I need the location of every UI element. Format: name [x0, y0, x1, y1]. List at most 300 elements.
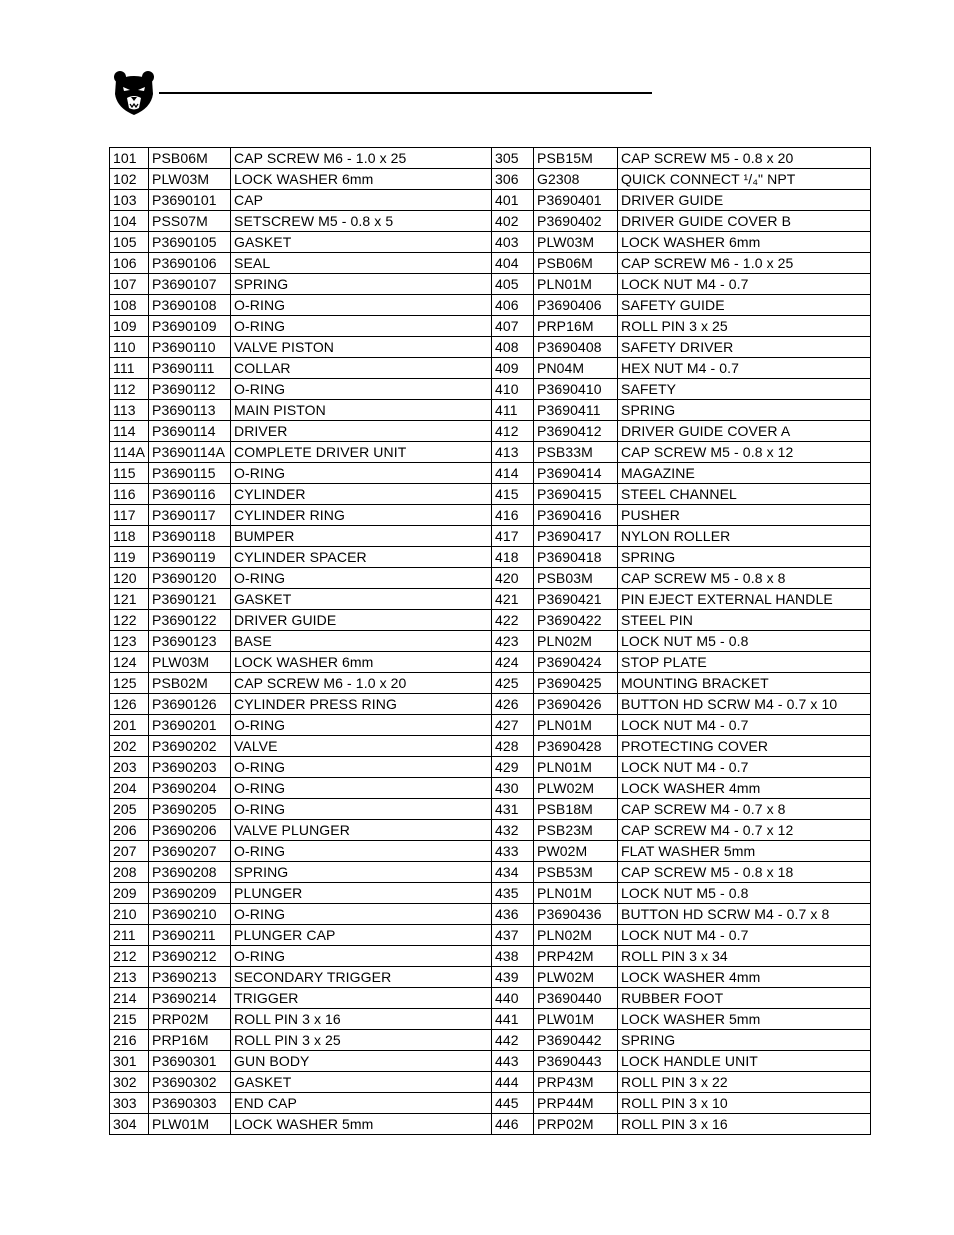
parts-list-body: [110, 148, 871, 1135]
left-description-cell: O-RING: [231, 841, 492, 862]
left-description-cell: BASE: [231, 631, 492, 652]
right-ref-cell: 427: [492, 715, 534, 736]
left-ref-cell: 203: [110, 757, 149, 778]
left-part-number-cell: P3690114A: [149, 442, 231, 463]
right-part-number-cell: P3690440: [534, 988, 618, 1009]
right-part-number-cell: P3690411: [534, 400, 618, 421]
left-part-number-cell: P3690201: [149, 715, 231, 736]
right-ref-cell: 438: [492, 946, 534, 967]
left-ref-cell: 125: [110, 673, 149, 694]
right-ref-cell: 437: [492, 925, 534, 946]
left-part-number-cell: P3690108: [149, 295, 231, 316]
left-description-cell: VALVE PLUNGER: [231, 820, 492, 841]
table-row: [110, 820, 871, 841]
left-ref-cell: 211: [110, 925, 149, 946]
table-row: [110, 1072, 871, 1093]
right-ref-cell: 412: [492, 421, 534, 442]
right-description-cell: SAFETY GUIDE: [618, 295, 871, 316]
left-part-number-cell: PRP02M: [149, 1009, 231, 1030]
table-row: [110, 1093, 871, 1114]
right-part-number-cell: P3690401: [534, 190, 618, 211]
right-ref-cell: 424: [492, 652, 534, 673]
table-row: [110, 295, 871, 316]
table-row: [110, 442, 871, 463]
right-ref-cell: 411: [492, 400, 534, 421]
right-part-number-cell: P3690426: [534, 694, 618, 715]
left-ref-cell: 106: [110, 253, 149, 274]
right-part-number-cell: PLW03M: [534, 232, 618, 253]
left-part-number-cell: P3690212: [149, 946, 231, 967]
left-description-cell: O-RING: [231, 295, 492, 316]
left-part-number-cell: P3690112: [149, 379, 231, 400]
left-description-cell: O-RING: [231, 778, 492, 799]
right-part-number-cell: PLN01M: [534, 715, 618, 736]
left-part-number-cell: P3690105: [149, 232, 231, 253]
right-part-number-cell: P3690428: [534, 736, 618, 757]
right-ref-cell: 405: [492, 274, 534, 295]
table-row: [110, 526, 871, 547]
right-ref-cell: 306: [492, 169, 534, 190]
table-row: [110, 1114, 871, 1135]
right-part-number-cell: PLN02M: [534, 925, 618, 946]
table-row: [110, 253, 871, 274]
left-part-number-cell: P3690111: [149, 358, 231, 379]
table-row: [110, 190, 871, 211]
left-ref-cell: 113: [110, 400, 149, 421]
right-part-number-cell: PRP16M: [534, 316, 618, 337]
left-part-number-cell: P3690120: [149, 568, 231, 589]
right-part-number-cell: PSB06M: [534, 253, 618, 274]
table-row: [110, 799, 871, 820]
right-description-cell: LOCK WASHER 4mm: [618, 778, 871, 799]
right-part-number-cell: P3690443: [534, 1051, 618, 1072]
right-description-cell: ROLL PIN 3 x 22: [618, 1072, 871, 1093]
right-ref-cell: 421: [492, 589, 534, 610]
right-description-cell: LOCK WASHER 5mm: [618, 1009, 871, 1030]
right-part-number-cell: P3690406: [534, 295, 618, 316]
table-row: [110, 274, 871, 295]
table-row: [110, 379, 871, 400]
table-row: [110, 988, 871, 1009]
left-ref-cell: 206: [110, 820, 149, 841]
left-description-cell: O-RING: [231, 757, 492, 778]
right-description-cell: ROLL PIN 3 x 34: [618, 946, 871, 967]
left-ref-cell: 108: [110, 295, 149, 316]
left-description-cell: SETSCREW M5 - 0.8 x 5: [231, 211, 492, 232]
left-description-cell: DRIVER GUIDE: [231, 610, 492, 631]
left-ref-cell: 216: [110, 1030, 149, 1051]
left-ref-cell: 124: [110, 652, 149, 673]
left-ref-cell: 109: [110, 316, 149, 337]
table-row: [110, 400, 871, 421]
left-part-number-cell: P3690203: [149, 757, 231, 778]
left-description-cell: SPRING: [231, 862, 492, 883]
left-description-cell: LOCK WASHER 5mm: [231, 1114, 492, 1135]
right-ref-cell: 416: [492, 505, 534, 526]
left-description-cell: GASKET: [231, 1072, 492, 1093]
left-part-number-cell: P3690303: [149, 1093, 231, 1114]
right-part-number-cell: PSB18M: [534, 799, 618, 820]
left-part-number-cell: P3690119: [149, 547, 231, 568]
left-part-number-cell: PLW03M: [149, 169, 231, 190]
parts-list-table: [109, 147, 871, 1135]
left-ref-cell: 115: [110, 463, 149, 484]
left-ref-cell: 120: [110, 568, 149, 589]
left-ref-cell: 210: [110, 904, 149, 925]
table-row: [110, 1051, 871, 1072]
left-description-cell: SECONDARY TRIGGER: [231, 967, 492, 988]
right-part-number-cell: P3690421: [534, 589, 618, 610]
left-part-number-cell: P3690213: [149, 967, 231, 988]
left-part-number-cell: P3690302: [149, 1072, 231, 1093]
right-description-cell: RUBBER FOOT: [618, 988, 871, 1009]
table-row: [110, 967, 871, 988]
right-description-cell: BUTTON HD SCRW M4 - 0.7 x 8: [618, 904, 871, 925]
left-part-number-cell: P3690208: [149, 862, 231, 883]
left-description-cell: CYLINDER SPACER: [231, 547, 492, 568]
table-row: [110, 736, 871, 757]
right-description-cell: CAP SCREW M4 - 0.7 x 12: [618, 820, 871, 841]
left-part-number-cell: P3690114: [149, 421, 231, 442]
left-part-number-cell: P3690202: [149, 736, 231, 757]
table-row: [110, 652, 871, 673]
right-description-cell: DRIVER GUIDE COVER B: [618, 211, 871, 232]
right-part-number-cell: PW02M: [534, 841, 618, 862]
left-description-cell: DRIVER: [231, 421, 492, 442]
right-part-number-cell: P3690414: [534, 463, 618, 484]
right-ref-cell: 444: [492, 1072, 534, 1093]
table-row: [110, 232, 871, 253]
left-description-cell: LOCK WASHER 6mm: [231, 169, 492, 190]
right-description-cell: QUICK CONNECT ¹/₄" NPT: [618, 169, 871, 190]
left-part-number-cell: P3690204: [149, 778, 231, 799]
left-ref-cell: 118: [110, 526, 149, 547]
right-ref-cell: 430: [492, 778, 534, 799]
right-ref-cell: 441: [492, 1009, 534, 1030]
left-description-cell: GASKET: [231, 232, 492, 253]
left-ref-cell: 301: [110, 1051, 149, 1072]
page-header: [113, 70, 653, 120]
right-part-number-cell: P3690416: [534, 505, 618, 526]
right-description-cell: HEX NUT M4 - 0.7: [618, 358, 871, 379]
left-part-number-cell: PLW03M: [149, 652, 231, 673]
left-description-cell: ROLL PIN 3 x 25: [231, 1030, 492, 1051]
table-row: [110, 757, 871, 778]
right-description-cell: CAP SCREW M5 - 0.8 x 8: [618, 568, 871, 589]
right-description-cell: CAP SCREW M5 - 0.8 x 12: [618, 442, 871, 463]
left-ref-cell: 102: [110, 169, 149, 190]
right-description-cell: LOCK WASHER 6mm: [618, 232, 871, 253]
right-part-number-cell: P3690408: [534, 337, 618, 358]
left-ref-cell: 111: [110, 358, 149, 379]
left-ref-cell: 123: [110, 631, 149, 652]
right-ref-cell: 410: [492, 379, 534, 400]
left-description-cell: CYLINDER PRESS RING: [231, 694, 492, 715]
right-part-number-cell: P3690436: [534, 904, 618, 925]
right-ref-cell: 413: [492, 442, 534, 463]
table-row: [110, 862, 871, 883]
right-ref-cell: 404: [492, 253, 534, 274]
left-description-cell: O-RING: [231, 904, 492, 925]
right-part-number-cell: PLN01M: [534, 757, 618, 778]
right-part-number-cell: P3690422: [534, 610, 618, 631]
left-ref-cell: 101: [110, 148, 149, 169]
left-ref-cell: 126: [110, 694, 149, 715]
right-description-cell: LOCK NUT M5 - 0.8: [618, 631, 871, 652]
table-row: [110, 148, 871, 169]
left-description-cell: PLUNGER: [231, 883, 492, 904]
right-part-number-cell: PRP02M: [534, 1114, 618, 1135]
right-ref-cell: 409: [492, 358, 534, 379]
left-ref-cell: 116: [110, 484, 149, 505]
left-description-cell: BUMPER: [231, 526, 492, 547]
right-part-number-cell: G2308: [534, 169, 618, 190]
left-part-number-cell: PSB02M: [149, 673, 231, 694]
left-part-number-cell: P3690106: [149, 253, 231, 274]
right-ref-cell: 425: [492, 673, 534, 694]
left-part-number-cell: PRP16M: [149, 1030, 231, 1051]
right-ref-cell: 415: [492, 484, 534, 505]
left-part-number-cell: P3690211: [149, 925, 231, 946]
table-row: [110, 883, 871, 904]
right-description-cell: MAGAZINE: [618, 463, 871, 484]
right-ref-cell: 401: [492, 190, 534, 211]
table-row: [110, 1030, 871, 1051]
left-part-number-cell: P3690207: [149, 841, 231, 862]
table-row: [110, 421, 871, 442]
right-description-cell: DRIVER GUIDE COVER A: [618, 421, 871, 442]
table-row: [110, 925, 871, 946]
left-part-number-cell: P3690205: [149, 799, 231, 820]
left-description-cell: LOCK WASHER 6mm: [231, 652, 492, 673]
right-ref-cell: 446: [492, 1114, 534, 1135]
right-ref-cell: 407: [492, 316, 534, 337]
table-row: [110, 778, 871, 799]
left-description-cell: O-RING: [231, 946, 492, 967]
right-ref-cell: 443: [492, 1051, 534, 1072]
right-part-number-cell: PLW01M: [534, 1009, 618, 1030]
table-row: [110, 946, 871, 967]
right-part-number-cell: PRP42M: [534, 946, 618, 967]
table-row: [110, 715, 871, 736]
left-ref-cell: 121: [110, 589, 149, 610]
left-ref-cell: 119: [110, 547, 149, 568]
table-row: [110, 211, 871, 232]
left-description-cell: O-RING: [231, 463, 492, 484]
right-part-number-cell: P3690415: [534, 484, 618, 505]
right-description-cell: PIN EJECT EXTERNAL HANDLE: [618, 589, 871, 610]
left-description-cell: VALVE PISTON: [231, 337, 492, 358]
right-description-cell: STOP PLATE: [618, 652, 871, 673]
left-part-number-cell: P3690116: [149, 484, 231, 505]
left-description-cell: O-RING: [231, 568, 492, 589]
left-description-cell: GUN BODY: [231, 1051, 492, 1072]
right-ref-cell: 439: [492, 967, 534, 988]
right-description-cell: SAFETY DRIVER: [618, 337, 871, 358]
left-description-cell: MAIN PISTON: [231, 400, 492, 421]
left-description-cell: O-RING: [231, 715, 492, 736]
left-part-number-cell: P3690121: [149, 589, 231, 610]
left-description-cell: CYLINDER RING: [231, 505, 492, 526]
right-description-cell: CAP SCREW M6 - 1.0 x 25: [618, 253, 871, 274]
right-ref-cell: 435: [492, 883, 534, 904]
left-description-cell: COMPLETE DRIVER UNIT: [231, 442, 492, 463]
right-part-number-cell: PLN01M: [534, 274, 618, 295]
right-description-cell: PUSHER: [618, 505, 871, 526]
table-row: [110, 694, 871, 715]
left-ref-cell: 205: [110, 799, 149, 820]
left-ref-cell: 114A: [110, 442, 149, 463]
left-part-number-cell: P3690301: [149, 1051, 231, 1072]
right-part-number-cell: PSB53M: [534, 862, 618, 883]
left-ref-cell: 215: [110, 1009, 149, 1030]
right-part-number-cell: P3690417: [534, 526, 618, 547]
table-row: [110, 589, 871, 610]
table-row: [110, 316, 871, 337]
table-row: [110, 568, 871, 589]
left-part-number-cell: P3690206: [149, 820, 231, 841]
bear-logo-icon: [113, 70, 155, 116]
left-description-cell: O-RING: [231, 799, 492, 820]
left-description-cell: PLUNGER CAP: [231, 925, 492, 946]
right-ref-cell: 408: [492, 337, 534, 358]
left-ref-cell: 201: [110, 715, 149, 736]
right-ref-cell: 432: [492, 820, 534, 841]
left-description-cell: O-RING: [231, 379, 492, 400]
right-ref-cell: 417: [492, 526, 534, 547]
left-description-cell: VALVE: [231, 736, 492, 757]
right-description-cell: LOCK HANDLE UNIT: [618, 1051, 871, 1072]
right-description-cell: LOCK NUT M4 - 0.7: [618, 274, 871, 295]
left-part-number-cell: P3690110: [149, 337, 231, 358]
right-part-number-cell: PLN02M: [534, 631, 618, 652]
right-ref-cell: 428: [492, 736, 534, 757]
table-row: [110, 673, 871, 694]
left-part-number-cell: P3690126: [149, 694, 231, 715]
right-description-cell: SAFETY: [618, 379, 871, 400]
left-ref-cell: 212: [110, 946, 149, 967]
left-ref-cell: 105: [110, 232, 149, 253]
left-part-number-cell: P3690113: [149, 400, 231, 421]
right-description-cell: STEEL CHANNEL: [618, 484, 871, 505]
left-part-number-cell: P3690107: [149, 274, 231, 295]
left-part-number-cell: P3690123: [149, 631, 231, 652]
left-ref-cell: 122: [110, 610, 149, 631]
table-row: [110, 1009, 871, 1030]
left-ref-cell: 304: [110, 1114, 149, 1135]
right-part-number-cell: P3690424: [534, 652, 618, 673]
right-ref-cell: 434: [492, 862, 534, 883]
right-ref-cell: 414: [492, 463, 534, 484]
left-ref-cell: 207: [110, 841, 149, 862]
left-ref-cell: 103: [110, 190, 149, 211]
table-row: [110, 904, 871, 925]
right-description-cell: CAP SCREW M5 - 0.8 x 20: [618, 148, 871, 169]
table-row: [110, 484, 871, 505]
right-part-number-cell: P3690418: [534, 547, 618, 568]
right-ref-cell: 402: [492, 211, 534, 232]
right-part-number-cell: PLW02M: [534, 778, 618, 799]
right-description-cell: STEEL PIN: [618, 610, 871, 631]
right-description-cell: SPRING: [618, 547, 871, 568]
right-part-number-cell: PLW02M: [534, 967, 618, 988]
right-ref-cell: 433: [492, 841, 534, 862]
left-ref-cell: 302: [110, 1072, 149, 1093]
left-part-number-cell: P3690210: [149, 904, 231, 925]
right-description-cell: ROLL PIN 3 x 16: [618, 1114, 871, 1135]
left-ref-cell: 112: [110, 379, 149, 400]
right-part-number-cell: PSB15M: [534, 148, 618, 169]
left-part-number-cell: P3690214: [149, 988, 231, 1009]
right-part-number-cell: P3690410: [534, 379, 618, 400]
left-description-cell: SEAL: [231, 253, 492, 274]
left-ref-cell: 209: [110, 883, 149, 904]
left-description-cell: CAP: [231, 190, 492, 211]
right-part-number-cell: PSB03M: [534, 568, 618, 589]
right-description-cell: CAP SCREW M5 - 0.8 x 18: [618, 862, 871, 883]
right-description-cell: LOCK NUT M4 - 0.7: [618, 757, 871, 778]
left-ref-cell: 213: [110, 967, 149, 988]
left-description-cell: TRIGGER: [231, 988, 492, 1009]
right-ref-cell: 431: [492, 799, 534, 820]
left-part-number-cell: P3690118: [149, 526, 231, 547]
right-description-cell: SPRING: [618, 400, 871, 421]
right-description-cell: ROLL PIN 3 x 10: [618, 1093, 871, 1114]
table-row: [110, 337, 871, 358]
left-description-cell: GASKET: [231, 589, 492, 610]
left-ref-cell: 107: [110, 274, 149, 295]
right-part-number-cell: PRP43M: [534, 1072, 618, 1093]
left-part-number-cell: P3690209: [149, 883, 231, 904]
left-part-number-cell: P3690122: [149, 610, 231, 631]
right-ref-cell: 442: [492, 1030, 534, 1051]
right-description-cell: SPRING: [618, 1030, 871, 1051]
right-part-number-cell: PSB33M: [534, 442, 618, 463]
table-row: [110, 505, 871, 526]
right-description-cell: CAP SCREW M4 - 0.7 x 8: [618, 799, 871, 820]
left-description-cell: SPRING: [231, 274, 492, 295]
left-description-cell: ROLL PIN 3 x 16: [231, 1009, 492, 1030]
right-description-cell: LOCK NUT M5 - 0.8: [618, 883, 871, 904]
left-ref-cell: 104: [110, 211, 149, 232]
table-row: [110, 610, 871, 631]
left-part-number-cell: PLW01M: [149, 1114, 231, 1135]
table-row: [110, 631, 871, 652]
left-ref-cell: 208: [110, 862, 149, 883]
right-part-number-cell: P3690442: [534, 1030, 618, 1051]
right-ref-cell: 418: [492, 547, 534, 568]
left-part-number-cell: PSS07M: [149, 211, 231, 232]
left-part-number-cell: P3690101: [149, 190, 231, 211]
right-part-number-cell: P3690412: [534, 421, 618, 442]
left-ref-cell: 204: [110, 778, 149, 799]
right-description-cell: BUTTON HD SCRW M4 - 0.7 x 10: [618, 694, 871, 715]
right-ref-cell: 423: [492, 631, 534, 652]
right-part-number-cell: P3690425: [534, 673, 618, 694]
left-description-cell: CAP SCREW M6 - 1.0 x 20: [231, 673, 492, 694]
left-part-number-cell: P3690115: [149, 463, 231, 484]
right-ref-cell: 426: [492, 694, 534, 715]
right-ref-cell: 406: [492, 295, 534, 316]
right-part-number-cell: PSB23M: [534, 820, 618, 841]
left-part-number-cell: P3690109: [149, 316, 231, 337]
right-part-number-cell: PLN01M: [534, 883, 618, 904]
right-ref-cell: 422: [492, 610, 534, 631]
right-ref-cell: 403: [492, 232, 534, 253]
left-description-cell: END CAP: [231, 1093, 492, 1114]
header-rule: [159, 92, 652, 94]
table-row: [110, 547, 871, 568]
